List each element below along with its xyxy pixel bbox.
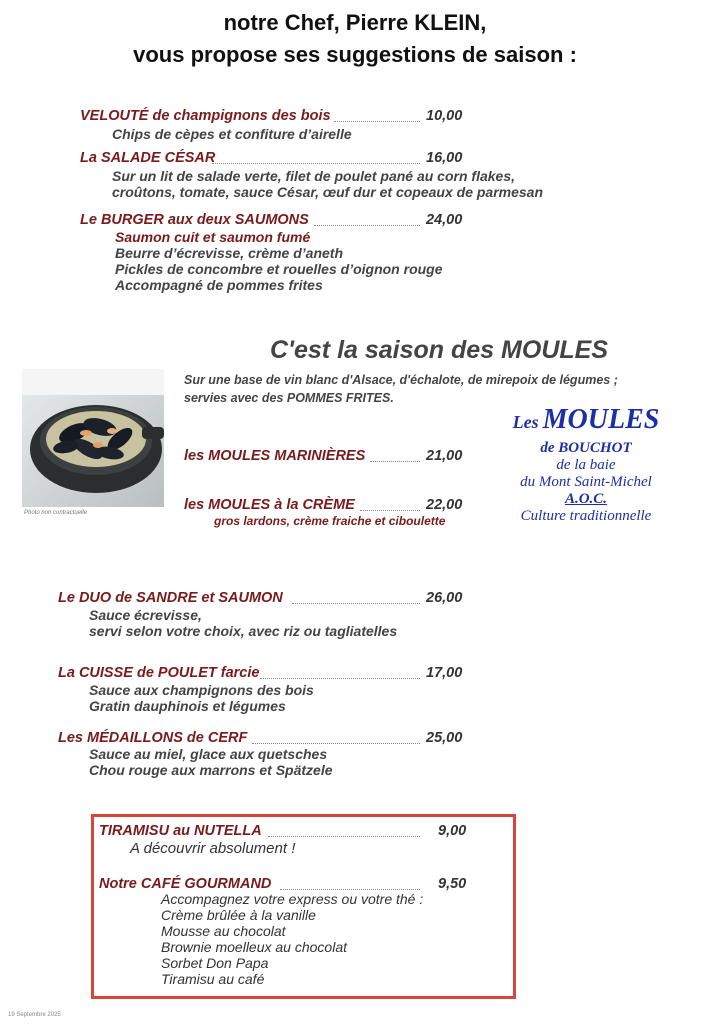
dish-moules-creme-name: les MOULES à la CRÈME — [184, 497, 355, 513]
dot-leader — [334, 121, 420, 122]
dish-cerf-desc-2: Chou rouge aux marrons et Spätzele — [89, 762, 333, 778]
dish-salade-name: La SALADE CÉSAR — [80, 150, 216, 166]
dish-poulet-name: La CUISSE de POULET farcie — [58, 665, 260, 681]
dish-moules-marinieres-name: les MOULES MARINIÈRES — [184, 448, 366, 464]
dish-burger-desc-3: Accompagné de pommes frites — [115, 277, 323, 293]
dish-burger-desc-2: Pickles de concombre et rouelles d’oignon rouge — [115, 261, 443, 277]
dish-burger-desc-1: Beurre d’écrevisse, crème d’aneth — [115, 245, 344, 261]
photo-caption: Photo non contractuelle — [24, 510, 88, 516]
dish-cafe-gourmand-price: 9,50 — [438, 876, 467, 892]
dish-cafe-gourmand-desc-5: Sorbet Don Papa — [161, 955, 269, 971]
badge-aoc: A.O.C. — [564, 491, 608, 507]
dot-leader — [280, 889, 420, 890]
dish-cerf-desc-1: Sauce au miel, glace aux quetsches — [89, 746, 328, 762]
dot-leader — [360, 510, 420, 511]
mussel-pot-image — [22, 369, 164, 507]
dish-cafe-gourmand-desc-6: Tiramisu au café — [161, 971, 265, 987]
dish-poulet-price: 17,00 — [426, 665, 463, 681]
dish-cafe-gourmand-desc-2: Crème brûlée à la vanille — [161, 907, 316, 923]
badge-bouchot: de BOUCHOT — [540, 440, 632, 456]
dot-leader — [314, 225, 420, 226]
dish-burger-price: 24,00 — [426, 212, 463, 228]
footer-date: 19 Septembre 2025 — [8, 1012, 61, 1018]
dish-poulet-desc-2: Gratin dauphinois et légumes — [89, 698, 286, 714]
dish-tiramisu-desc: A découvrir absolument ! — [130, 840, 296, 857]
dish-duo-desc-2: servi selon votre choix, avec riz ou tagliatelles — [89, 623, 398, 639]
dish-burger-desc-red: Saumon cuit et saumon fumé — [115, 229, 311, 245]
dish-salade-desc-2: croûtons, tomate, sauce César, œuf dur et copeaux de parmesan — [112, 184, 544, 200]
dish-burger-name: Le BURGER aux deux SAUMONS — [80, 212, 309, 228]
dish-duo-price: 26,00 — [426, 590, 463, 606]
dish-veloute-name: VELOUTÉ de champignons des bois — [80, 108, 331, 124]
dish-veloute-price: 10,00 — [426, 108, 463, 124]
badge-mont-saint-michel: du Mont Saint-Michel — [520, 474, 652, 490]
dish-duo-name: Le DUO de SANDRE et SAUMON — [58, 590, 283, 606]
badge-moules: MOULES — [542, 404, 660, 435]
moules-photo — [22, 369, 164, 507]
dish-cerf-price: 25,00 — [426, 730, 463, 746]
dot-leader — [260, 678, 420, 679]
badge-culture: Culture traditionnelle — [520, 508, 652, 524]
dish-poulet-desc-1: Sauce aux champignons des bois — [89, 682, 314, 698]
dish-veloute-desc: Chips de cèpes et confiture d’airelle — [112, 126, 352, 142]
dot-leader — [252, 743, 420, 744]
dish-cafe-gourmand-desc-1: Accompagnez votre express ou votre thé : — [161, 891, 424, 907]
dish-duo-desc-1: Sauce écrevisse, — [89, 607, 202, 623]
dish-salade-price: 16,00 — [426, 150, 463, 166]
dish-tiramisu-price: 9,00 — [438, 823, 467, 839]
dot-leader — [212, 163, 420, 164]
dish-cafe-gourmand-name: Notre CAFÉ GOURMAND — [99, 876, 272, 892]
dish-cafe-gourmand-desc-3: Mousse au chocolat — [161, 923, 286, 939]
dish-cerf-name: Les MÉDAILLONS de CERF — [58, 730, 248, 746]
dish-moules-creme-price: 22,00 — [426, 497, 463, 513]
dot-leader — [292, 603, 420, 604]
dot-leader — [370, 461, 420, 462]
moules-badge — [492, 404, 680, 525]
moules-intro-2: servies avec des POMMES FRITES. — [184, 391, 394, 405]
dish-tiramisu-name: TIRAMISU au NUTELLA — [99, 823, 262, 839]
dish-salade-desc-1: Sur un lit de salade verte, filet de poulet pané au corn flakes, — [112, 168, 515, 184]
dish-cafe-gourmand-desc-4: Brownie moelleux au chocolat — [161, 939, 347, 955]
badge-les: Les — [512, 412, 539, 432]
dot-leader — [268, 836, 420, 837]
moules-intro-1: Sur une base de vin blanc d'Alsace, d'échalote, de mirepoix de légumes ; — [184, 373, 618, 387]
dish-moules-creme-note: gros lardons, crème fraiche et ciboulette — [214, 514, 446, 528]
dish-moules-marinieres-price: 21,00 — [426, 448, 463, 464]
menu-header-line-2: vous propose ses suggestions de saison : — [133, 42, 577, 67]
badge-baie: de la baie — [556, 457, 616, 473]
moules-section-title: C'est la saison des MOULES — [270, 336, 608, 364]
menu-header-line-1: notre Chef, Pierre KLEIN, — [223, 10, 487, 35]
